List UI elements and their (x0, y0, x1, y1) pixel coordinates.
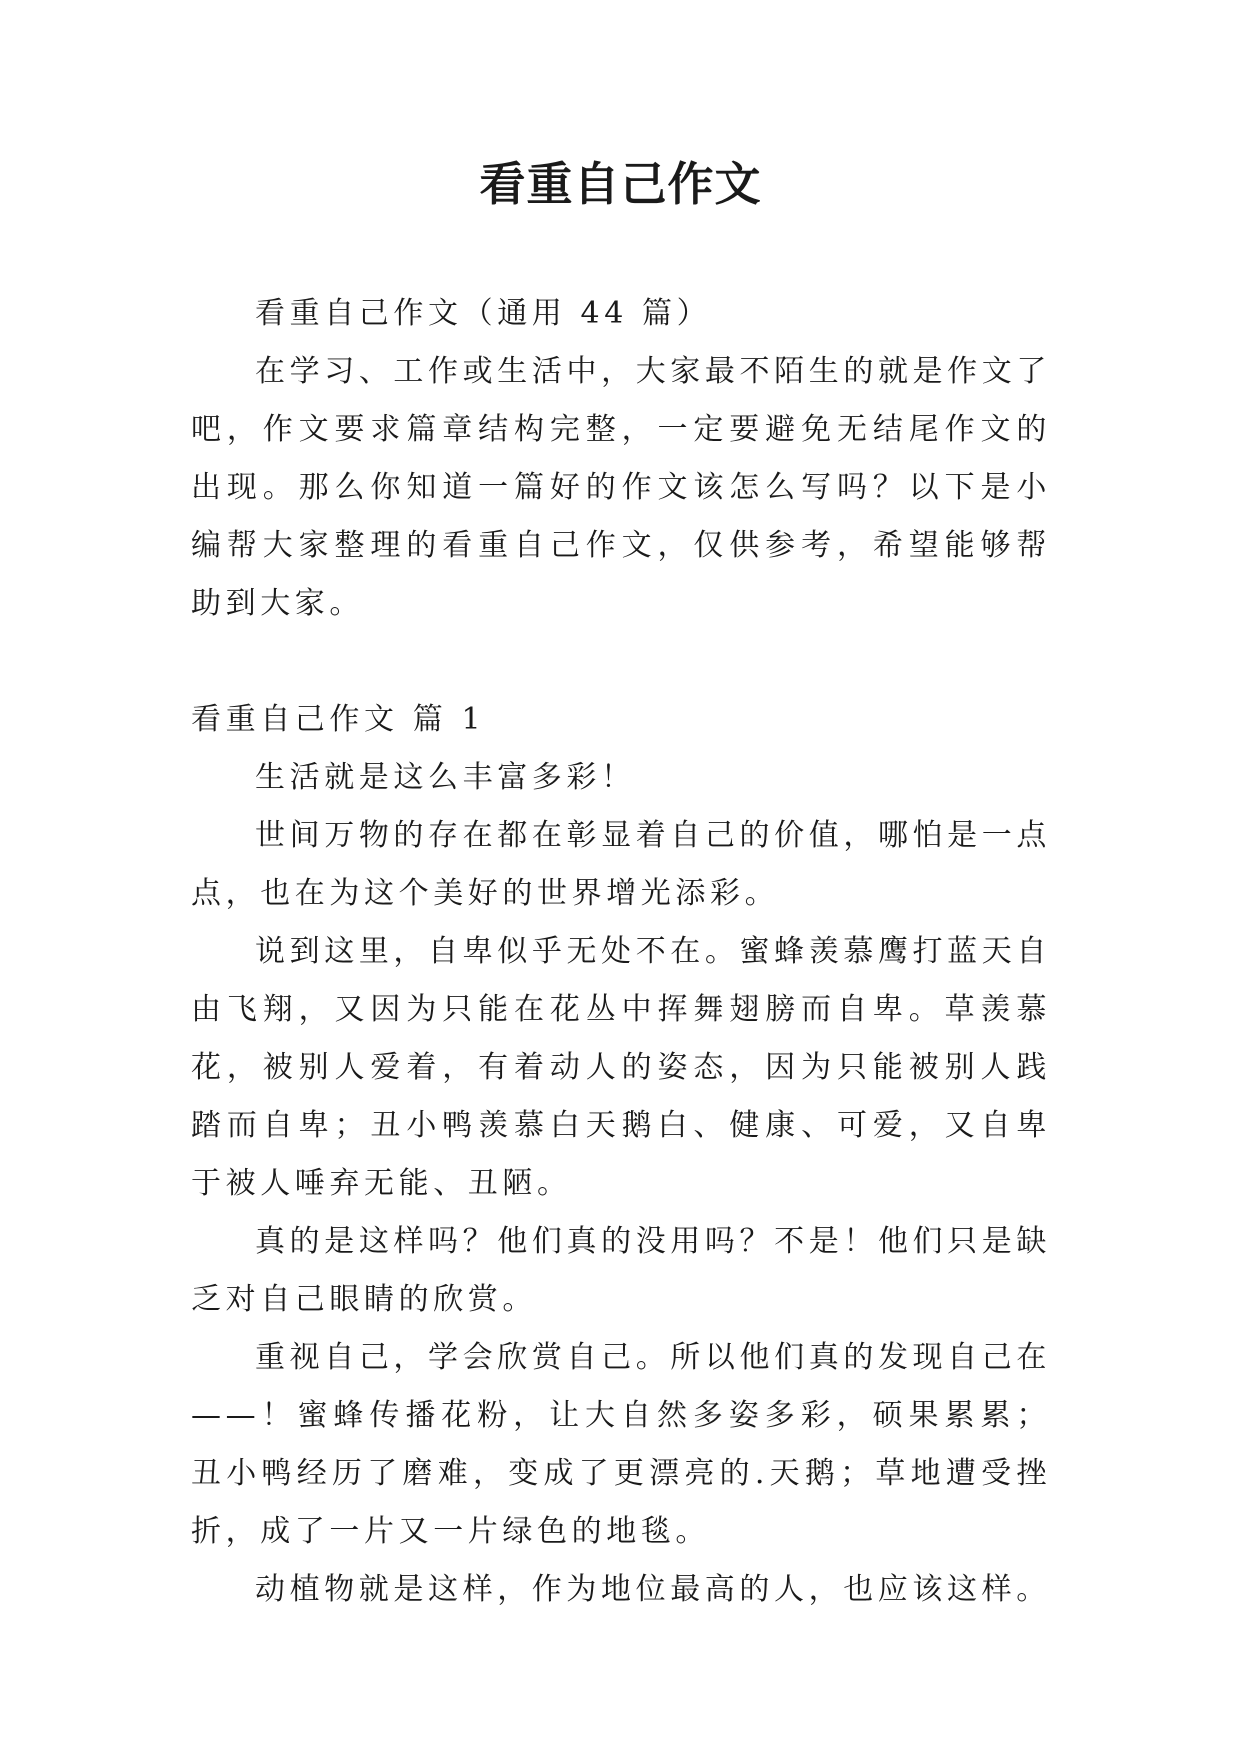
body-paragraph: 真的是这样吗？他们真的没用吗？不是！他们只是缺乏对自己眼睛的欣赏。 (191, 1224, 1051, 1317)
body-paragraph: 重视自己，学会欣赏自己。所以他们真的发现自己在——！蜜蜂传播花粉，让大自然多姿多彩，硕果累累；丑小鸭经历了磨难，变成了更漂亮的.天鹅；草地遭受挫折，成了一片又一片绿色的地毯。 (191, 1340, 1051, 1549)
body-paragraph: 动植物就是这样，作为地位最高的人，也应该这样。 (255, 1572, 1051, 1607)
document-title: 看重自己作文 (479, 157, 762, 211)
body-paragraph: 世间万物的存在都在彰显着自己的价值，哪怕是一点点，也在为这个美好的世界增光添彩。 (191, 818, 1051, 911)
section-spacer (191, 633, 1051, 691)
document-body (191, 285, 1051, 1619)
intro-paragraph: 在学习、工作或生活中，大家最不陌生的就是作文了吧，作文要求篇章结构完整，一定要避免无结尾作文的出现。那么你知道一篇好的作文该怎么写吗？以下是小编帮大家整理的看重自己作文，仅供参考，希望能够帮助到大家。 (191, 354, 1051, 621)
body-paragraph: 说到这里，自卑似乎无处不在。蜜蜂羡慕鹰打蓝天自由飞翔，又因为只能在花丛中挥舞翅膀而自卑。草羡慕花，被别人爱着，有着动人的姿态，因为只能被别人践踏而自卑；丑小鸭羡慕白天鹅白、健康、可爱，又自卑于被人唾弃无能、丑陋。 (191, 934, 1051, 1201)
document-subtitle: 看重自己作文（通用 44 篇） (255, 296, 712, 331)
section-title: 看重自己作文 篇 1 (191, 702, 486, 737)
body-paragraph: 生活就是这么丰富多彩！ (255, 760, 636, 795)
